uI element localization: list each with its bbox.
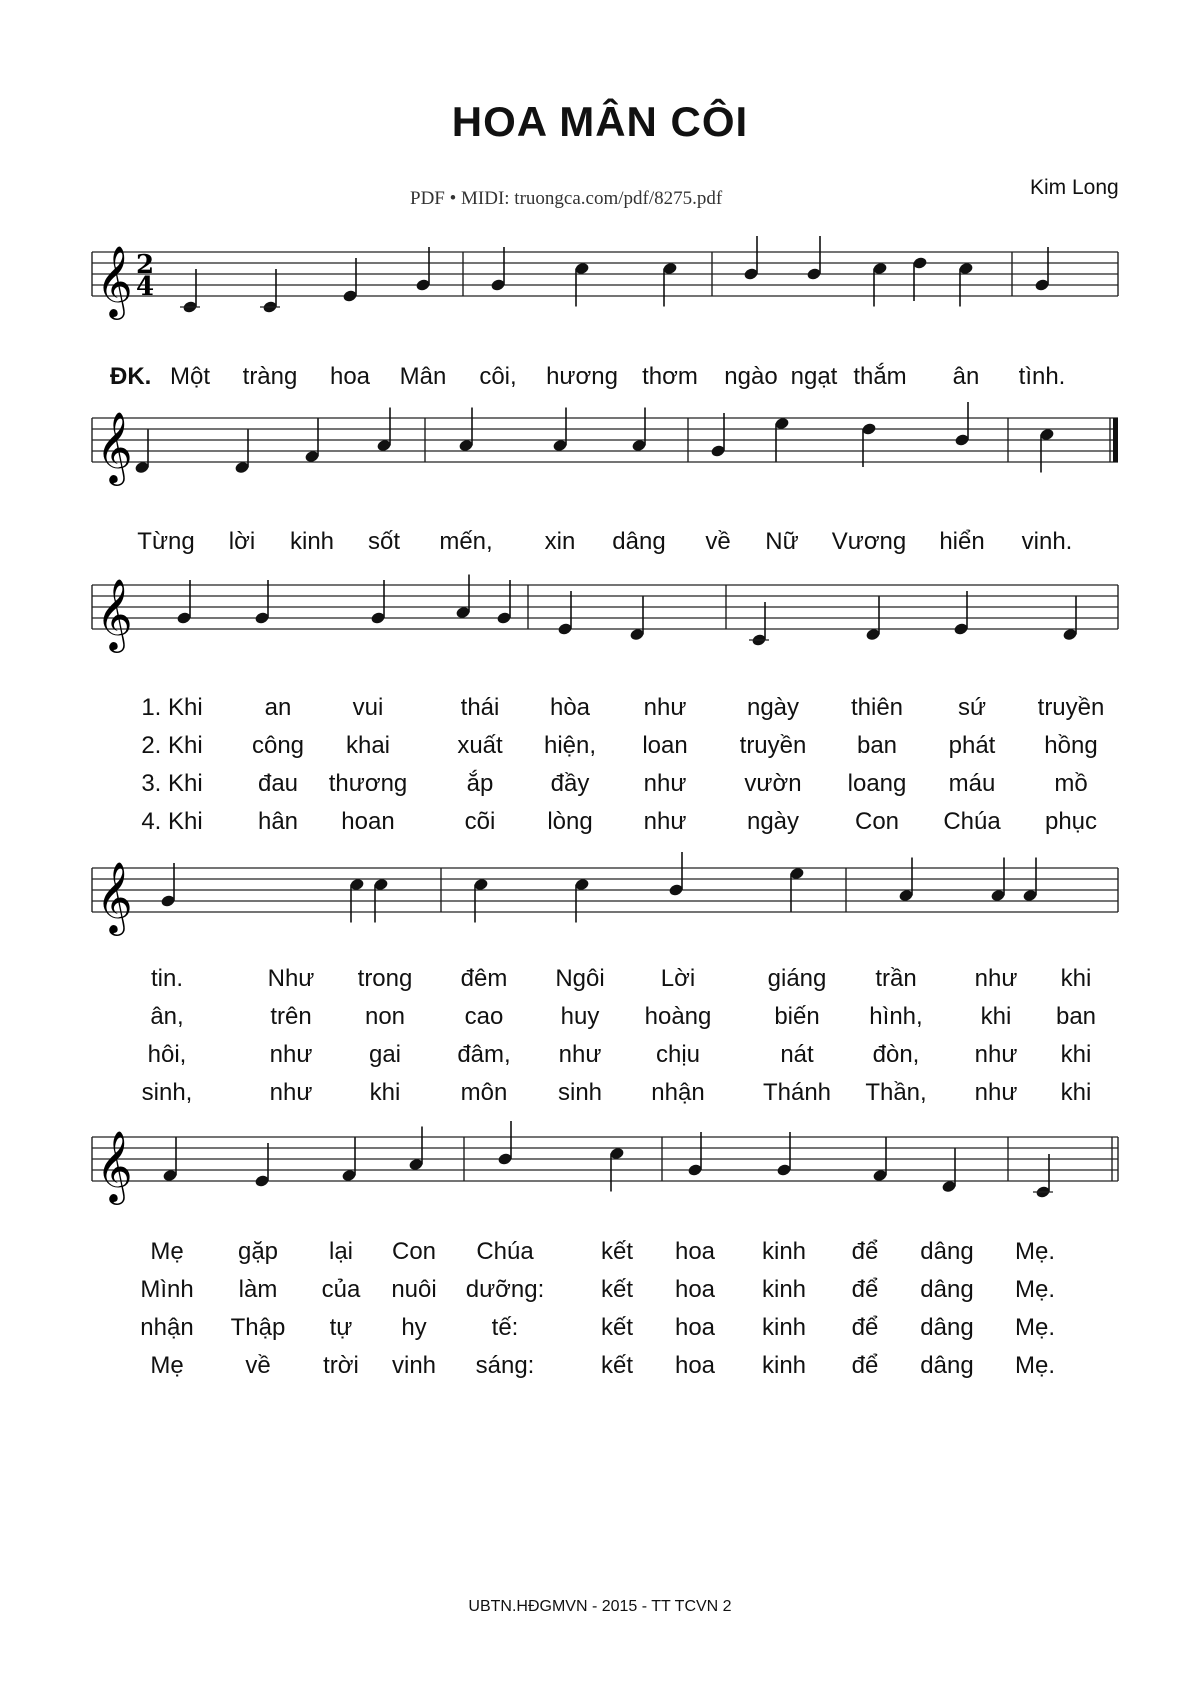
refrain-lyric: vinh. — [1021, 528, 1073, 555]
verse-lyric: kinh — [761, 1314, 807, 1341]
verse-lyric: hình, — [869, 1003, 923, 1030]
treble-clef-icon: 𝄞 — [96, 244, 133, 317]
source-link[interactable]: PDF • MIDI: truongca.com/pdf/8275.pdf — [410, 188, 723, 209]
verse-lyric: làm — [238, 1276, 278, 1303]
refrain-lyric: Mân — [399, 363, 447, 390]
verse-lyric: ngày — [746, 694, 800, 721]
verse-lyric: thiên — [850, 694, 904, 721]
verse-lyric: kết — [600, 1314, 634, 1341]
verse-lyric: Như — [267, 965, 315, 992]
verse-lyric: loan — [642, 732, 688, 759]
time-signature-bottom: 4 — [136, 272, 155, 302]
verse-lyric: dâng — [920, 1238, 974, 1265]
verse-lyric: thái — [460, 694, 500, 721]
treble-clef-icon: 𝄞 — [96, 1129, 133, 1202]
refrain-lyric: sốt — [367, 528, 401, 555]
refrain-lyric: dâng — [612, 528, 666, 555]
refrain-lyric: Vương — [831, 528, 907, 555]
verse-lyric: đêm — [460, 965, 508, 992]
refrain-lyric: ân — [952, 363, 980, 390]
verse-lyric: sinh, — [141, 1079, 193, 1106]
verse-lyric: phục — [1044, 808, 1098, 835]
verse-lyric: khi — [1060, 1079, 1092, 1106]
verse-lyric: dưỡng: — [465, 1276, 545, 1303]
verse-lyric: Con — [854, 808, 900, 835]
verse-lyric: như — [643, 808, 687, 835]
verse-lyric: tự — [329, 1314, 353, 1341]
verse-lyric: dâng — [920, 1314, 974, 1341]
verse-lyric: 1. Khi — [141, 694, 203, 721]
footer-credit: UBTN.HĐGMVN - 2015 - TT TCVN 2 — [468, 1598, 732, 1615]
verse-lyric: vườn — [744, 770, 802, 797]
refrain-lyric: ngào — [724, 363, 778, 390]
verse-lyric: hoàng — [644, 1003, 712, 1030]
verse-lyric: tin. — [150, 965, 184, 992]
verse-lyric: tế: — [491, 1314, 519, 1341]
verse-lyric: hiện, — [543, 732, 597, 759]
time-signature-top: 2 — [136, 250, 155, 280]
verse-lyric: Lời — [660, 965, 696, 992]
verse-lyric: kinh — [761, 1352, 807, 1379]
verse-lyric: hoan — [341, 808, 395, 835]
verse-lyric: truyền — [1037, 694, 1105, 721]
verse-lyric: nhận — [140, 1314, 194, 1341]
verse-lyric: ban — [1055, 1003, 1097, 1030]
verse-lyric: hoa — [674, 1314, 716, 1341]
verse-lyric: Thần, — [865, 1079, 927, 1106]
verse-lyric: hòa — [549, 694, 591, 721]
verse-lyric: như — [974, 965, 1018, 992]
verse-lyric: chịu — [655, 1041, 701, 1068]
verse-lyric: ngày — [746, 808, 800, 835]
verse-lyric: hy — [401, 1314, 427, 1341]
refrain-lyric: côi, — [479, 363, 517, 390]
verse-lyric: máu — [948, 770, 996, 797]
verse-lyric: trần — [875, 965, 917, 992]
verse-lyric: hân — [257, 808, 299, 835]
verse-lyric: Chúa — [943, 808, 1001, 835]
verse-lyric: giáng — [767, 965, 827, 992]
verse-lyric: trong — [357, 965, 413, 992]
verse-lyric: môn — [460, 1079, 508, 1106]
verse-lyric: Chúa — [476, 1238, 534, 1265]
staff-2 — [92, 402, 1118, 486]
verse-lyric: mồ — [1054, 770, 1088, 797]
verse-lyric: kết — [600, 1352, 634, 1379]
verse-lyric: như — [974, 1041, 1018, 1068]
verse-lyric: khi — [980, 1003, 1012, 1030]
verse-lyric: để — [851, 1238, 879, 1265]
verse-lyric: nhận — [651, 1079, 705, 1106]
verse-lyric: Mẹ. — [1014, 1238, 1056, 1265]
refrain-lyric: hoa — [329, 363, 371, 390]
verse-lyric: phát — [948, 732, 996, 759]
refrain-lyric: Từng — [137, 528, 195, 555]
verse-lyric: kết — [600, 1238, 634, 1265]
refrain-lyric: xin — [544, 528, 576, 555]
verse-lyric: như — [269, 1079, 313, 1106]
refrain-lyric: tràng — [242, 363, 298, 390]
verse-lyric: đâm, — [457, 1041, 511, 1068]
verse-lyric: khai — [345, 732, 391, 759]
verse-lyric: sứ — [957, 694, 987, 721]
verse-lyric: gặp — [237, 1238, 279, 1265]
refrain-lyric: lời — [228, 528, 256, 555]
refrain-lyric: kinh — [289, 528, 335, 555]
verse-lyric: về — [245, 1352, 271, 1379]
treble-clef-icon: 𝄞 — [96, 860, 133, 933]
refrain-lyric: Nữ — [765, 528, 799, 555]
verse-lyric: trời — [323, 1352, 359, 1379]
refrain-lyric: về — [705, 528, 731, 555]
refrain-lyric: tình. — [1018, 363, 1066, 390]
final-barline — [1113, 418, 1118, 462]
verse-lyric: kinh — [761, 1276, 807, 1303]
verse-lyric: hôi, — [147, 1041, 187, 1068]
verse-lyric: Mẹ. — [1014, 1352, 1056, 1379]
composer-name: Kim Long — [1030, 176, 1119, 199]
verse-lyric: khi — [369, 1079, 401, 1106]
refrain-lyric: hương — [546, 363, 618, 390]
verse-lyric: để — [851, 1352, 879, 1379]
verse-lyric: nát — [780, 1041, 814, 1068]
verse-lyric: gai — [368, 1041, 402, 1068]
verse-lyric: cõi — [464, 808, 496, 835]
verse-lyric: kết — [600, 1276, 634, 1303]
verse-lyric: huy — [560, 1003, 600, 1030]
verse-lyric: hồng — [1044, 732, 1098, 759]
verse-lyric: sáng: — [475, 1352, 535, 1379]
verse-lyric: hoa — [674, 1276, 716, 1303]
verse-lyric: biến — [774, 1003, 820, 1030]
verse-lyric: ắp — [466, 770, 494, 797]
staff-1 — [92, 236, 1118, 320]
verse-lyric: 4. Khi — [141, 808, 203, 835]
verse-lyric: như — [643, 694, 687, 721]
verse-lyric: lòng — [547, 808, 593, 835]
verse-lyric: Mình — [140, 1276, 194, 1303]
verse-lyric: khi — [1060, 1041, 1092, 1068]
verse-lyric: như — [558, 1041, 602, 1068]
verse-lyric: 3. Khi — [141, 770, 203, 797]
verse-lyric: như — [974, 1079, 1018, 1106]
verse-lyric: ân, — [150, 1003, 184, 1030]
verse-lyric: hoa — [674, 1352, 716, 1379]
song-title: HOA MÂN CÔI — [451, 98, 749, 145]
verse-lyric: của — [321, 1276, 361, 1303]
verse-lyric: trên — [270, 1003, 312, 1030]
verse-lyric: Ngôi — [555, 965, 605, 992]
verse-lyric: khi — [1060, 965, 1092, 992]
verse-lyric: Thập — [230, 1314, 286, 1341]
verse-lyric: như — [269, 1041, 313, 1068]
verse-lyric: lại — [328, 1238, 354, 1265]
staff-5 — [92, 1121, 1118, 1205]
verse-lyric: Mẹ. — [1014, 1276, 1056, 1303]
verse-lyric: hoa — [674, 1238, 716, 1265]
verse-lyric: đòn, — [872, 1041, 920, 1068]
refrain-label: ĐK. — [110, 363, 152, 390]
verse-lyric: ban — [856, 732, 898, 759]
verse-lyric: vui — [352, 694, 384, 721]
refrain-lyric: Một — [169, 363, 211, 390]
verse-lyric: thương — [328, 770, 408, 797]
verse-lyric: xuất — [457, 732, 503, 759]
verse-lyric: như — [643, 770, 687, 797]
verse-lyric: dâng — [920, 1276, 974, 1303]
verse-lyric: nuôi — [391, 1276, 437, 1303]
verse-lyric: công — [251, 732, 305, 759]
refrain-lyric: thơm — [642, 363, 698, 390]
verse-lyric: Mẹ — [150, 1352, 184, 1379]
verse-lyric: đau — [257, 770, 299, 797]
verse-lyric: an — [264, 694, 292, 721]
verse-lyric: Mẹ — [150, 1238, 184, 1265]
refrain-lyric: ngạt — [790, 363, 838, 390]
verse-lyric: để — [851, 1276, 879, 1303]
refrain-lyric: thắm — [853, 363, 907, 390]
treble-clef-icon: 𝄞 — [96, 577, 133, 650]
verse-lyric: 2. Khi — [141, 732, 203, 759]
verse-lyric: Mẹ. — [1014, 1314, 1056, 1341]
refrain-lyric: mến, — [439, 528, 493, 555]
verse-lyric: truyền — [739, 732, 807, 759]
staff-4 — [92, 852, 1118, 936]
verse-lyric: sinh — [557, 1079, 603, 1106]
verse-lyric: Thánh — [762, 1079, 832, 1106]
refrain-lyric: hiển — [939, 528, 985, 555]
treble-clef-icon: 𝄞 — [96, 410, 133, 483]
verse-lyric: vinh — [391, 1352, 437, 1379]
verse-lyric: Con — [391, 1238, 437, 1265]
staff-3 — [92, 575, 1118, 654]
verse-lyric: non — [364, 1003, 406, 1030]
verse-lyric: dâng — [920, 1352, 974, 1379]
verse-lyric: đầy — [550, 770, 590, 797]
verse-lyric: loang — [847, 770, 907, 797]
verse-lyric: cao — [464, 1003, 504, 1030]
verse-lyric: kinh — [761, 1238, 807, 1265]
verse-lyric: để — [851, 1314, 879, 1341]
